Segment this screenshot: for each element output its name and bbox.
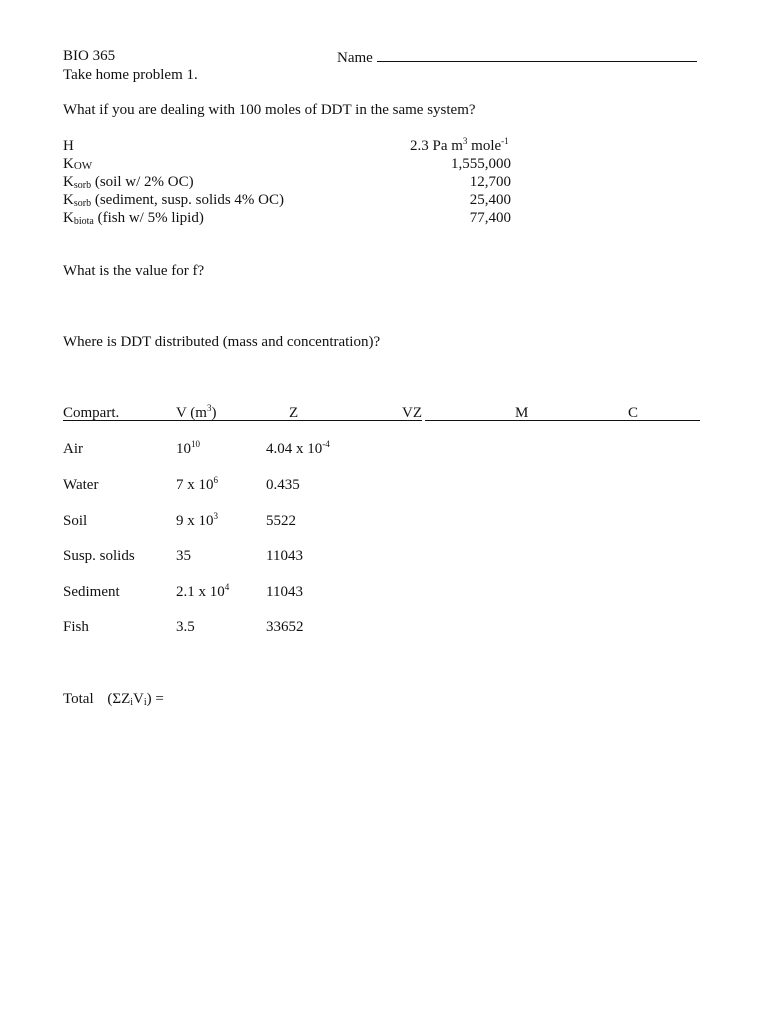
- header-z: Z: [289, 405, 299, 421]
- constant-description: (fish w/ 5% lipid): [93, 210, 204, 226]
- cell-volume: 9 x $10^3$: [176, 511, 218, 529]
- cell-z: 11043: [266, 548, 303, 564]
- cell-z: 33652: [266, 619, 304, 635]
- constant-symbol: K: [63, 210, 74, 226]
- cell-volume: 3.5: [176, 619, 195, 635]
- cell-compart: Soil: [63, 513, 88, 529]
- total-label: Total: [63, 691, 94, 707]
- cell-compart: Air: [63, 441, 83, 457]
- value-unit: mole: [467, 138, 502, 154]
- constant-subscript: biota: [73, 216, 94, 227]
- constant-description: (soil w/ 2% OC): [91, 174, 194, 190]
- constant-symbol: K: [63, 174, 74, 190]
- header-volume-exponent: 3: [206, 403, 212, 413]
- constant-description: (sediment, susp. solids 4% OC): [91, 192, 284, 208]
- unit-exponent: -1: [501, 136, 509, 146]
- cell-compart: Fish: [63, 619, 89, 635]
- cell-z: 11043: [266, 584, 303, 600]
- header-rule-right: [425, 420, 700, 421]
- cell-compart: Water: [63, 477, 99, 493]
- cell-volume: $10^{10}$: [176, 439, 200, 457]
- constant-label: [63, 191, 284, 209]
- constant-subscript: sorb: [73, 180, 92, 191]
- cell-volume: 35: [176, 548, 191, 564]
- header-volume-close: ): [211, 405, 217, 421]
- constant-value: 77,400: [469, 210, 511, 226]
- name-underline: [377, 47, 697, 62]
- constant-label: [63, 137, 74, 155]
- constant-subscript: OW: [73, 160, 93, 172]
- constant-label: [63, 209, 204, 227]
- constant-value: 12,700: [469, 174, 511, 190]
- question-intro: What if you are dealing with 100 moles of DDT in the same system?: [63, 102, 476, 118]
- question-f: What is the value for f?: [63, 263, 205, 279]
- header-compart: Compart.: [63, 405, 120, 421]
- constant-symbol: K: [63, 156, 74, 172]
- constant-label: [63, 155, 92, 175]
- cell-z: 5522: [266, 513, 296, 529]
- constant-value: 25,400: [469, 192, 511, 208]
- cell-volume: 2.1 x $10^4$: [176, 582, 230, 600]
- constant-value: [410, 137, 509, 155]
- cell-compart: Sediment: [63, 584, 120, 600]
- value-exponent: 3: [462, 136, 468, 146]
- course-code: BIO 365: [63, 48, 116, 64]
- header-volume-label: V (m: [176, 405, 207, 421]
- header-c: C: [628, 405, 639, 421]
- header-rule-left: [63, 420, 422, 421]
- name-field[interactable]: [337, 47, 697, 67]
- constant-label: [63, 173, 194, 191]
- total-line: [63, 690, 164, 708]
- constant-subscript: sorb: [73, 198, 92, 209]
- header-vz: VZ: [402, 405, 422, 421]
- question-distribution: Where is DDT distributed (mass and concentration)?: [63, 334, 381, 350]
- constant-value: 1,555,000: [451, 156, 511, 172]
- total-formula: $(\Sigma Z_iV_i)$ =: [107, 691, 164, 708]
- constant-symbol: H: [63, 138, 74, 154]
- name-label: Name: [337, 50, 373, 66]
- cell-compart: Susp. solids: [63, 548, 135, 564]
- cell-z: 4.04 x $10^{-4}$: [266, 439, 330, 457]
- cell-volume: 7 x $10^6$: [176, 475, 218, 493]
- cell-z: 0.435: [266, 477, 300, 493]
- constant-symbol: K: [63, 192, 74, 208]
- value-main: 2.3 Pa m: [410, 138, 463, 154]
- subtitle: Take home problem 1.: [63, 67, 198, 83]
- header-m: M: [515, 405, 529, 421]
